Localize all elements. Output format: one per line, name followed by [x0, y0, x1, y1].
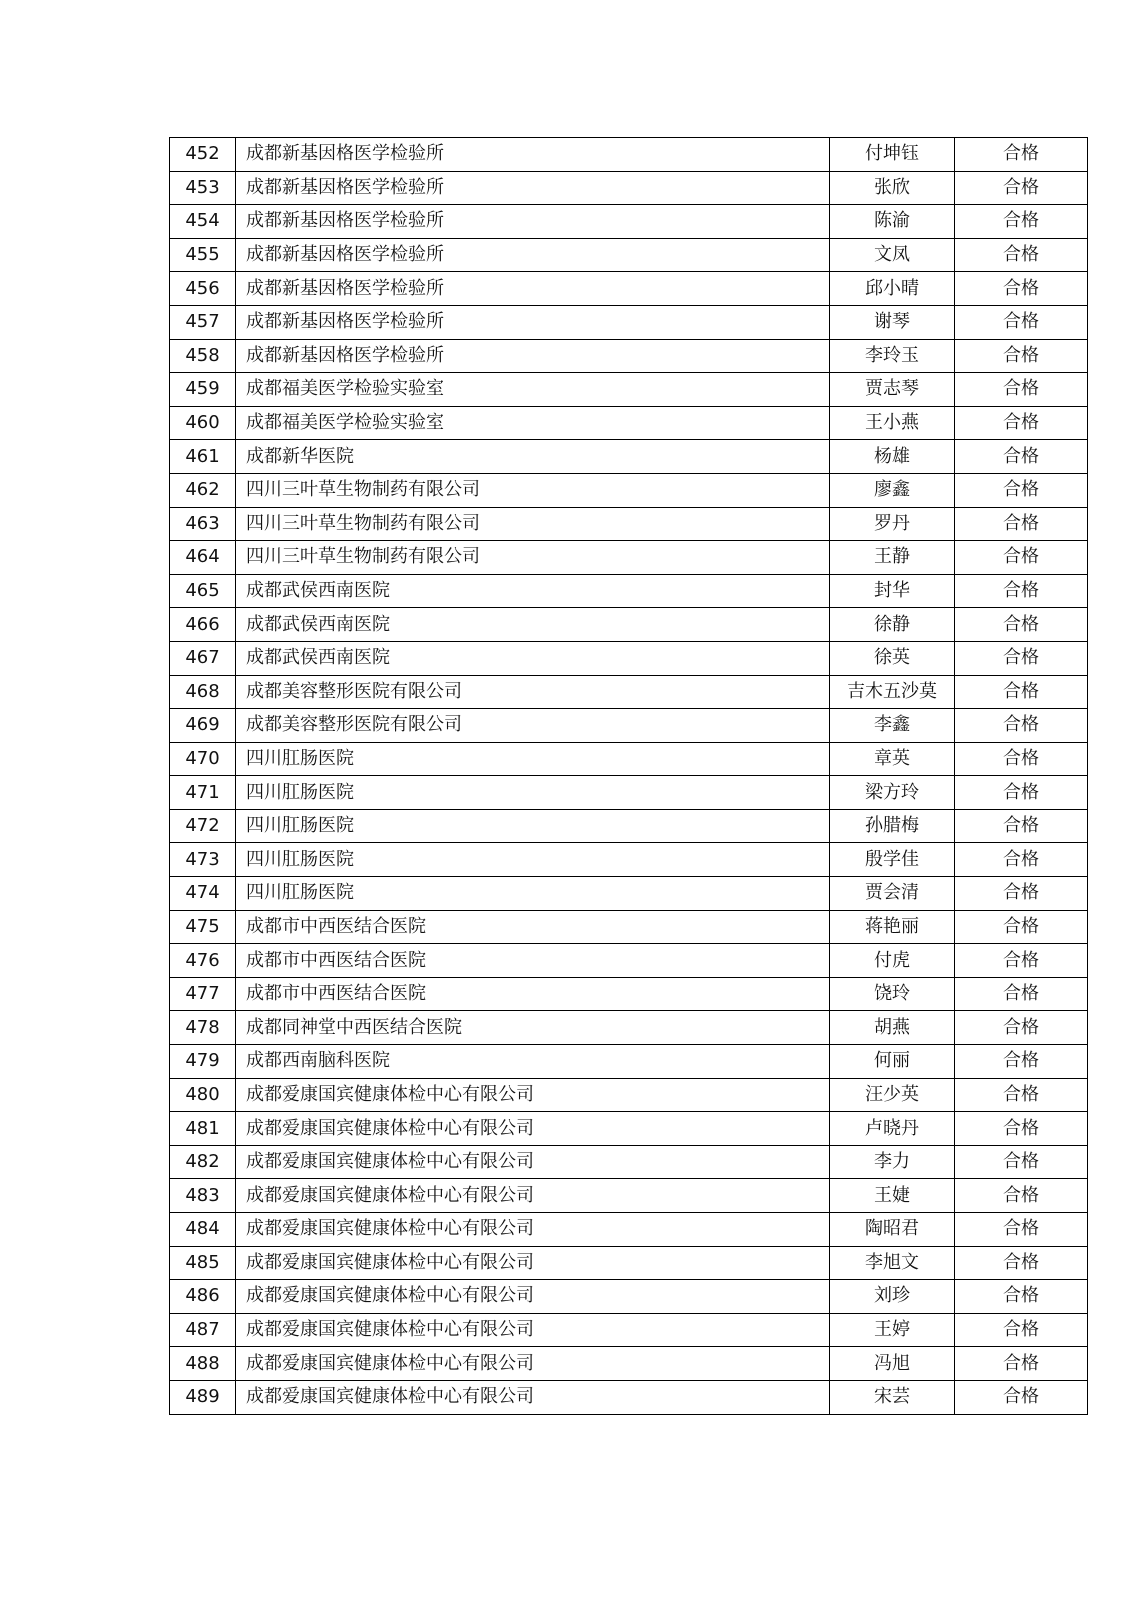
- person-name-cell: 罗丹: [830, 507, 955, 541]
- row-number-cell: 479: [170, 1045, 236, 1079]
- table-row: [170, 406, 1088, 440]
- row-number-cell: 457: [170, 305, 236, 339]
- row-number-cell: 468: [170, 675, 236, 709]
- organization-cell: 成都新基因格医学检验所: [236, 138, 830, 172]
- row-number-cell: 486: [170, 1280, 236, 1314]
- row-number-cell: 466: [170, 608, 236, 642]
- table-row: [170, 339, 1088, 373]
- organization-cell: 成都爱康国宾健康体检中心有限公司: [236, 1179, 830, 1213]
- row-number-cell: 467: [170, 641, 236, 675]
- result-cell: 合格: [955, 171, 1088, 205]
- row-number-cell: 453: [170, 171, 236, 205]
- organization-cell: 成都爱康国宾健康体检中心有限公司: [236, 1313, 830, 1347]
- result-cell: 合格: [955, 339, 1088, 373]
- row-number-cell: 480: [170, 1078, 236, 1112]
- result-cell: 合格: [955, 507, 1088, 541]
- result-cell: 合格: [955, 473, 1088, 507]
- result-cell: 合格: [955, 373, 1088, 407]
- organization-cell: 成都新基因格医学检验所: [236, 339, 830, 373]
- person-name-cell: 梁方玲: [830, 776, 955, 810]
- row-number-cell: 465: [170, 574, 236, 608]
- row-number-cell: 482: [170, 1145, 236, 1179]
- row-number-cell: 477: [170, 977, 236, 1011]
- result-cell: 合格: [955, 272, 1088, 306]
- table-row: [170, 1246, 1088, 1280]
- table-row: [170, 843, 1088, 877]
- organization-cell: 四川三叶草生物制药有限公司: [236, 507, 830, 541]
- person-name-cell: 宋芸: [830, 1380, 955, 1414]
- row-number-cell: 462: [170, 473, 236, 507]
- organization-cell: 成都爱康国宾健康体检中心有限公司: [236, 1347, 830, 1381]
- table-row: [170, 205, 1088, 239]
- table-row: [170, 541, 1088, 575]
- row-number-cell: 488: [170, 1347, 236, 1381]
- row-number-cell: 478: [170, 1011, 236, 1045]
- table-row: [170, 1213, 1088, 1247]
- table-row: [170, 944, 1088, 978]
- table-row: [170, 1313, 1088, 1347]
- result-cell: 合格: [955, 776, 1088, 810]
- table-row: [170, 641, 1088, 675]
- result-cell: 合格: [955, 675, 1088, 709]
- result-cell: 合格: [955, 1313, 1088, 1347]
- result-cell: 合格: [955, 843, 1088, 877]
- row-number-cell: 452: [170, 138, 236, 172]
- organization-cell: 成都武侯西南医院: [236, 608, 830, 642]
- person-name-cell: 胡燕: [830, 1011, 955, 1045]
- result-cell: 合格: [955, 138, 1088, 172]
- table-row: [170, 1011, 1088, 1045]
- row-number-cell: 455: [170, 238, 236, 272]
- result-cell: 合格: [955, 977, 1088, 1011]
- table-row: [170, 1347, 1088, 1381]
- person-name-cell: 王婕: [830, 1179, 955, 1213]
- row-number-cell: 470: [170, 742, 236, 776]
- table-row: [170, 1045, 1088, 1079]
- person-name-cell: 邱小晴: [830, 272, 955, 306]
- result-cell: 合格: [955, 305, 1088, 339]
- table-row: [170, 877, 1088, 911]
- organization-cell: 成都新基因格医学检验所: [236, 305, 830, 339]
- row-number-cell: 460: [170, 406, 236, 440]
- table-row: [170, 1078, 1088, 1112]
- table-row: [170, 742, 1088, 776]
- organization-cell: 成都新华医院: [236, 440, 830, 474]
- row-number-cell: 483: [170, 1179, 236, 1213]
- table-row: [170, 1280, 1088, 1314]
- result-cell: 合格: [955, 709, 1088, 743]
- table-row: [170, 138, 1088, 172]
- person-name-cell: 谢琴: [830, 305, 955, 339]
- result-cell: 合格: [955, 1045, 1088, 1079]
- organization-cell: 成都市中西医结合医院: [236, 910, 830, 944]
- result-cell: 合格: [955, 809, 1088, 843]
- row-number-cell: 458: [170, 339, 236, 373]
- person-name-cell: 李鑫: [830, 709, 955, 743]
- organization-cell: 四川三叶草生物制药有限公司: [236, 473, 830, 507]
- table-row: [170, 1112, 1088, 1146]
- person-name-cell: 付坤钰: [830, 138, 955, 172]
- table-row: [170, 709, 1088, 743]
- result-cell: 合格: [955, 406, 1088, 440]
- result-cell: 合格: [955, 1112, 1088, 1146]
- person-name-cell: 陶昭君: [830, 1213, 955, 1247]
- result-cell: 合格: [955, 1246, 1088, 1280]
- organization-cell: 成都市中西医结合医院: [236, 944, 830, 978]
- result-cell: 合格: [955, 238, 1088, 272]
- person-name-cell: 刘珍: [830, 1280, 955, 1314]
- organization-cell: 四川肛肠医院: [236, 742, 830, 776]
- result-cell: 合格: [955, 910, 1088, 944]
- organization-cell: 成都福美医学检验实验室: [236, 373, 830, 407]
- row-number-cell: 469: [170, 709, 236, 743]
- organization-cell: 四川肛肠医院: [236, 843, 830, 877]
- person-name-cell: 贾志琴: [830, 373, 955, 407]
- table-row: [170, 171, 1088, 205]
- person-name-cell: 王小燕: [830, 406, 955, 440]
- row-number-cell: 476: [170, 944, 236, 978]
- row-number-cell: 461: [170, 440, 236, 474]
- organization-cell: 成都爱康国宾健康体检中心有限公司: [236, 1145, 830, 1179]
- person-name-cell: 徐英: [830, 641, 955, 675]
- person-name-cell: 何丽: [830, 1045, 955, 1079]
- result-cell: 合格: [955, 574, 1088, 608]
- row-number-cell: 459: [170, 373, 236, 407]
- result-cell: 合格: [955, 608, 1088, 642]
- organization-cell: 成都市中西医结合医院: [236, 977, 830, 1011]
- organization-cell: 四川三叶草生物制药有限公司: [236, 541, 830, 575]
- row-number-cell: 454: [170, 205, 236, 239]
- results-table-body: [170, 138, 1088, 1415]
- table-row: [170, 238, 1088, 272]
- organization-cell: 成都新基因格医学检验所: [236, 171, 830, 205]
- person-name-cell: 孙腊梅: [830, 809, 955, 843]
- table-row: [170, 608, 1088, 642]
- result-cell: 合格: [955, 1347, 1088, 1381]
- table-row: [170, 776, 1088, 810]
- row-number-cell: 473: [170, 843, 236, 877]
- organization-cell: 成都爱康国宾健康体检中心有限公司: [236, 1246, 830, 1280]
- organization-cell: 成都爱康国宾健康体检中心有限公司: [236, 1280, 830, 1314]
- row-number-cell: 489: [170, 1380, 236, 1414]
- row-number-cell: 485: [170, 1246, 236, 1280]
- table-row: [170, 473, 1088, 507]
- person-name-cell: 卢晓丹: [830, 1112, 955, 1146]
- person-name-cell: 王婷: [830, 1313, 955, 1347]
- result-cell: 合格: [955, 205, 1088, 239]
- result-cell: 合格: [955, 1213, 1088, 1247]
- table-row: [170, 675, 1088, 709]
- organization-cell: 成都美容整形医院有限公司: [236, 675, 830, 709]
- person-name-cell: 徐静: [830, 608, 955, 642]
- person-name-cell: 张欣: [830, 171, 955, 205]
- table-row: [170, 272, 1088, 306]
- result-cell: 合格: [955, 1380, 1088, 1414]
- organization-cell: 四川肛肠医院: [236, 877, 830, 911]
- organization-cell: 成都西南脑科医院: [236, 1045, 830, 1079]
- organization-cell: 成都武侯西南医院: [236, 574, 830, 608]
- result-cell: 合格: [955, 944, 1088, 978]
- result-cell: 合格: [955, 742, 1088, 776]
- table-row: [170, 373, 1088, 407]
- person-name-cell: 蒋艳丽: [830, 910, 955, 944]
- result-cell: 合格: [955, 541, 1088, 575]
- table-row: [170, 574, 1088, 608]
- person-name-cell: 汪少英: [830, 1078, 955, 1112]
- person-name-cell: 饶玲: [830, 977, 955, 1011]
- row-number-cell: 464: [170, 541, 236, 575]
- result-cell: 合格: [955, 1011, 1088, 1045]
- result-cell: 合格: [955, 641, 1088, 675]
- row-number-cell: 471: [170, 776, 236, 810]
- organization-cell: 成都爱康国宾健康体检中心有限公司: [236, 1213, 830, 1247]
- row-number-cell: 474: [170, 877, 236, 911]
- organization-cell: 成都同神堂中西医结合医院: [236, 1011, 830, 1045]
- result-cell: 合格: [955, 1179, 1088, 1213]
- row-number-cell: 463: [170, 507, 236, 541]
- table-row: [170, 507, 1088, 541]
- row-number-cell: 487: [170, 1313, 236, 1347]
- person-name-cell: 陈渝: [830, 205, 955, 239]
- result-cell: 合格: [955, 877, 1088, 911]
- organization-cell: 成都新基因格医学检验所: [236, 238, 830, 272]
- table-row: [170, 1145, 1088, 1179]
- person-name-cell: 杨雄: [830, 440, 955, 474]
- person-name-cell: 廖鑫: [830, 473, 955, 507]
- organization-cell: 成都武侯西南医院: [236, 641, 830, 675]
- table-row: [170, 977, 1088, 1011]
- person-name-cell: 贾会清: [830, 877, 955, 911]
- person-name-cell: 王静: [830, 541, 955, 575]
- organization-cell: 四川肛肠医院: [236, 809, 830, 843]
- person-name-cell: 封华: [830, 574, 955, 608]
- row-number-cell: 481: [170, 1112, 236, 1146]
- table-row: [170, 1380, 1088, 1414]
- organization-cell: 成都美容整形医院有限公司: [236, 709, 830, 743]
- person-name-cell: 冯旭: [830, 1347, 955, 1381]
- row-number-cell: 475: [170, 910, 236, 944]
- person-name-cell: 付虎: [830, 944, 955, 978]
- organization-cell: 成都爱康国宾健康体检中心有限公司: [236, 1078, 830, 1112]
- row-number-cell: 484: [170, 1213, 236, 1247]
- person-name-cell: 文凤: [830, 238, 955, 272]
- table-row: [170, 440, 1088, 474]
- organization-cell: 成都新基因格医学检验所: [236, 205, 830, 239]
- person-name-cell: 李玲玉: [830, 339, 955, 373]
- table-row: [170, 809, 1088, 843]
- row-number-cell: 456: [170, 272, 236, 306]
- result-cell: 合格: [955, 1280, 1088, 1314]
- table-row: [170, 910, 1088, 944]
- table-row: [170, 1179, 1088, 1213]
- organization-cell: 四川肛肠医院: [236, 776, 830, 810]
- organization-cell: 成都新基因格医学检验所: [236, 272, 830, 306]
- person-name-cell: 李旭文: [830, 1246, 955, 1280]
- person-name-cell: 李力: [830, 1145, 955, 1179]
- result-cell: 合格: [955, 1078, 1088, 1112]
- table-row: [170, 305, 1088, 339]
- person-name-cell: 殷学佳: [830, 843, 955, 877]
- organization-cell: 成都福美医学检验实验室: [236, 406, 830, 440]
- person-name-cell: 章英: [830, 742, 955, 776]
- result-cell: 合格: [955, 440, 1088, 474]
- result-cell: 合格: [955, 1145, 1088, 1179]
- person-name-cell: 吉木五沙莫: [830, 675, 955, 709]
- row-number-cell: 472: [170, 809, 236, 843]
- organization-cell: 成都爱康国宾健康体检中心有限公司: [236, 1112, 830, 1146]
- results-table: [169, 137, 1088, 1415]
- organization-cell: 成都爱康国宾健康体检中心有限公司: [236, 1380, 830, 1414]
